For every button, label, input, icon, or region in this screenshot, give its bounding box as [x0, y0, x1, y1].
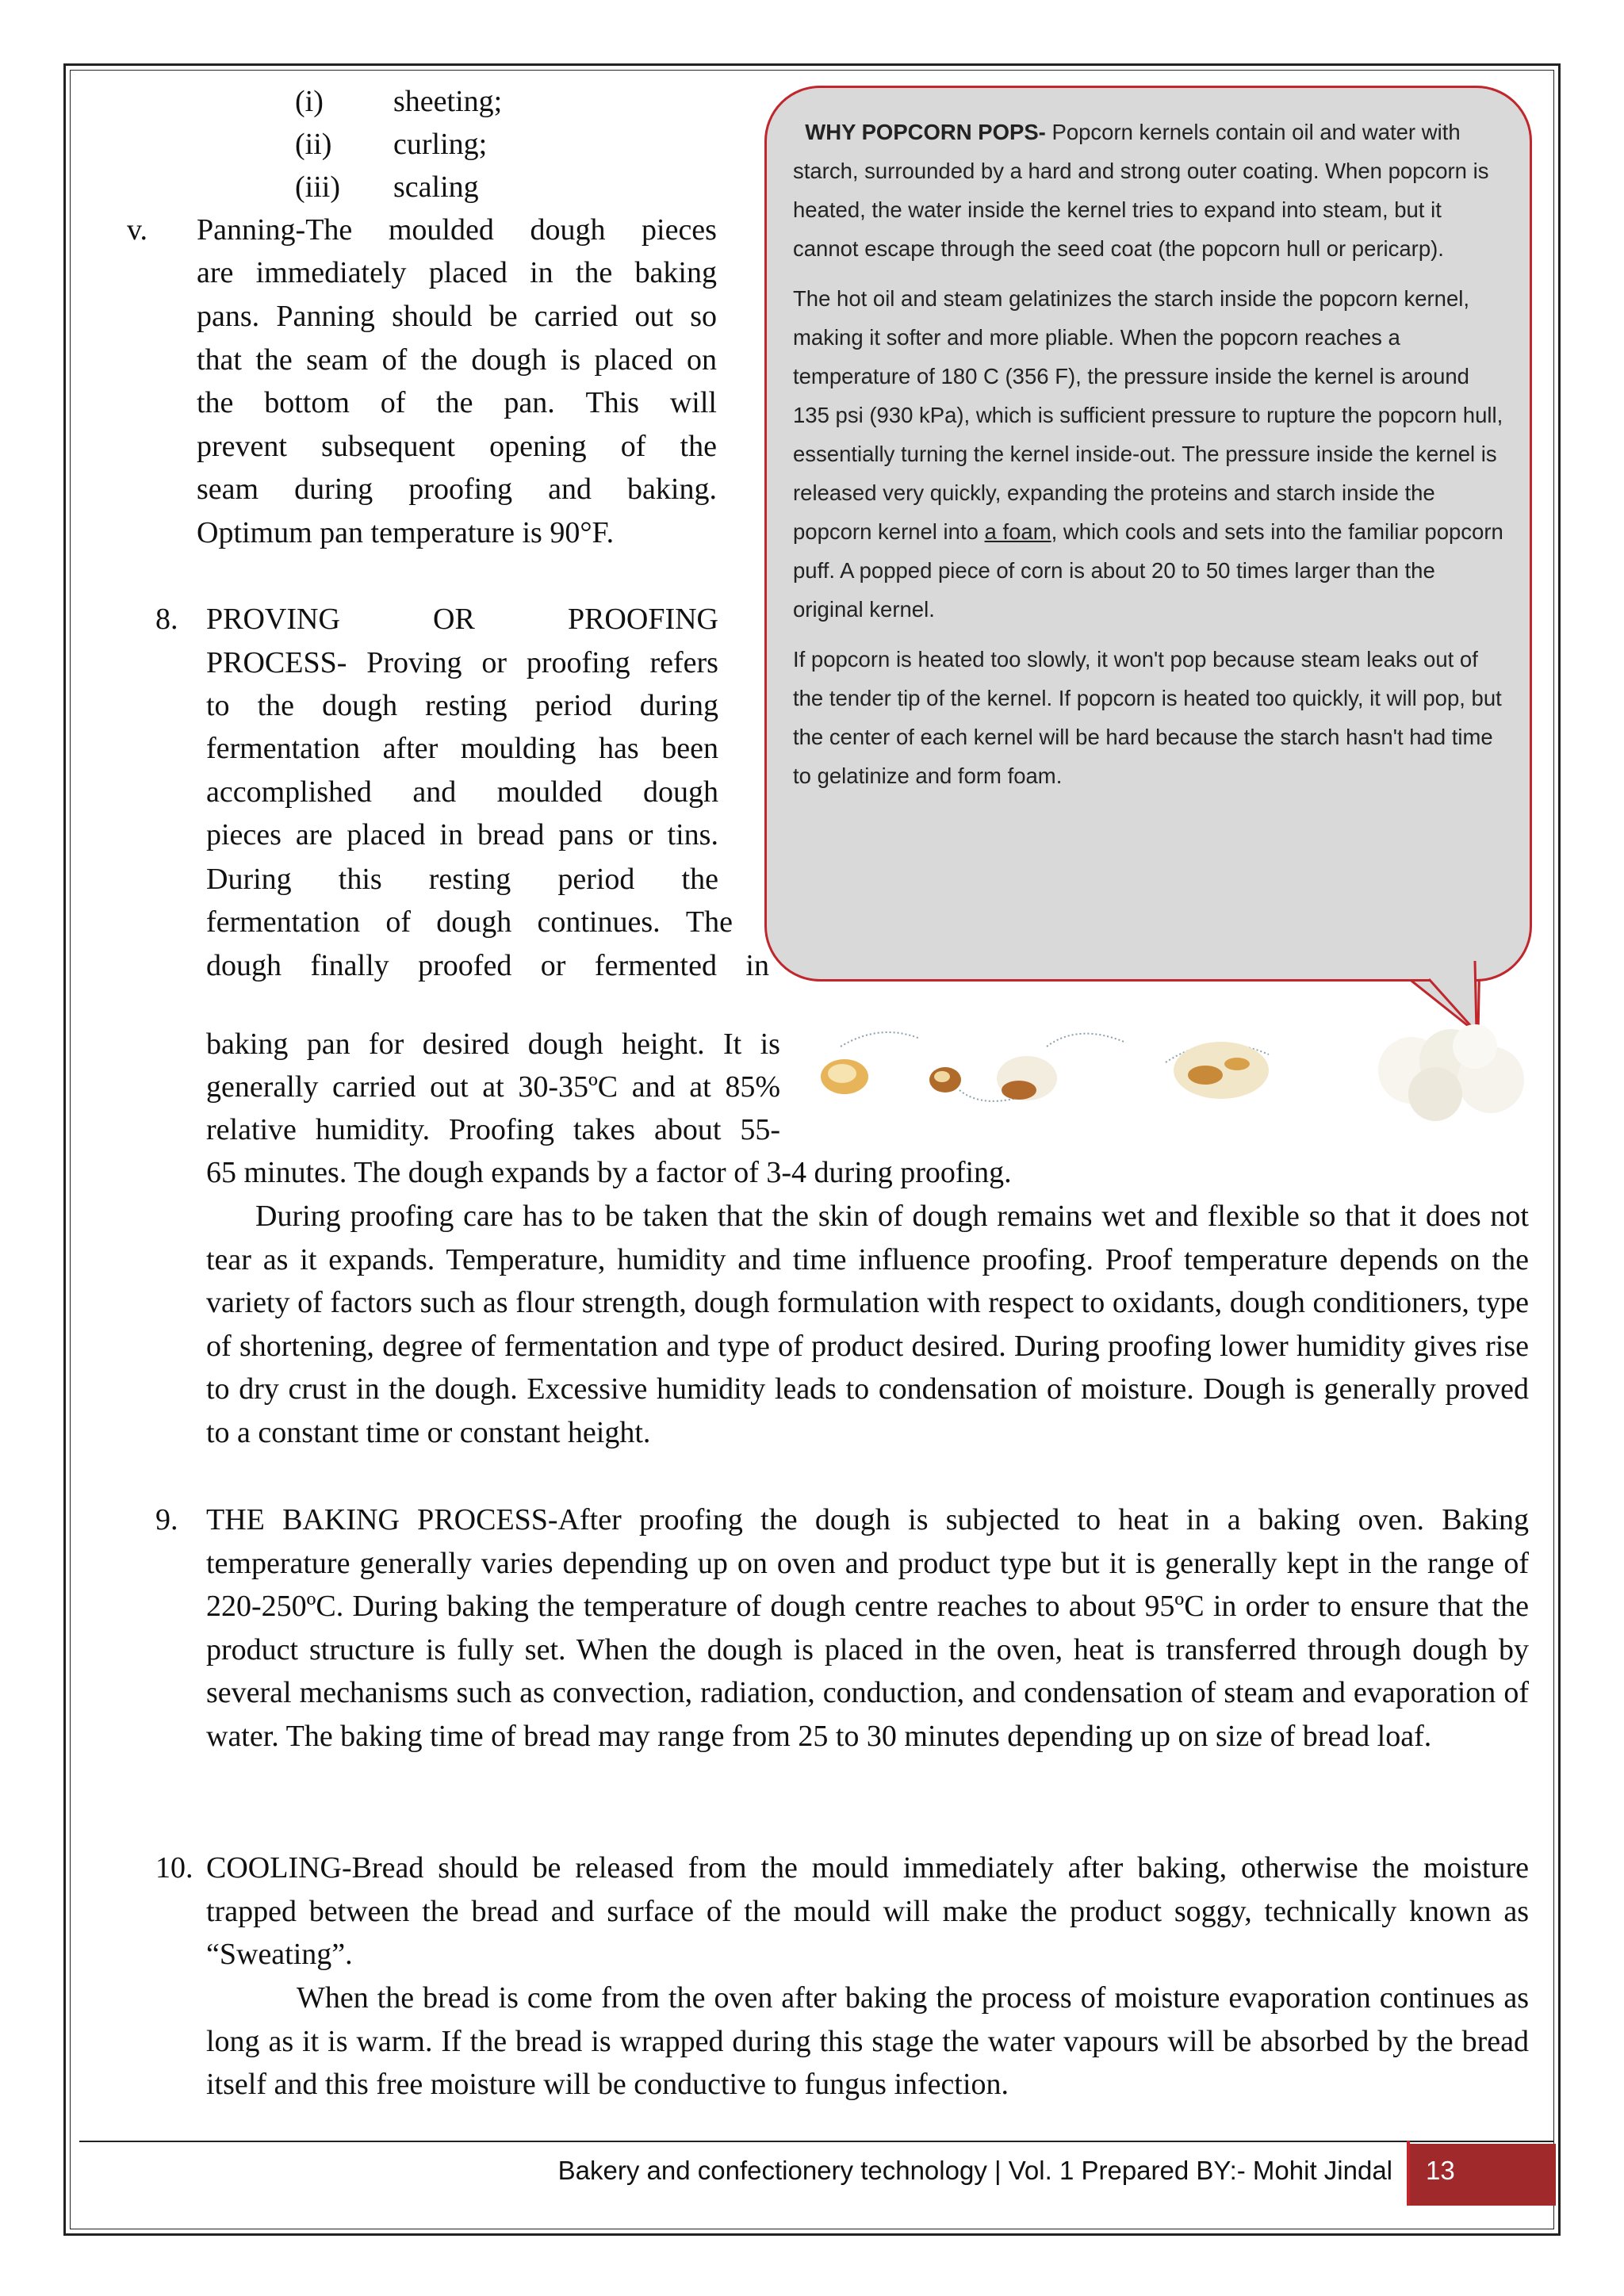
cooling-paragraph-2: When the bread is come from the oven after baking the process of moisture evaporation continues as long as it is warm. If the bread is wrapped during this stage the water vapours will be absorbed by the bread itself and this free moisture will be conductive to fungus infection. — [206, 1981, 1529, 2102]
callout-paragraph-text: Popcorn kernels contain oil and water with starch, surrounded by a hard and strong outer coating. When popcorn is heated, the water inside the kernel tries to expand into steam, but it cannot escape through the seed coat (the popcorn hull or pericarp). — [793, 120, 1489, 261]
footer-rule — [79, 2141, 1554, 2142]
sublist-item: scaling — [393, 170, 479, 204]
baking-paragraph: THE BAKING PROCESS-After proofing the dough is subjected to heat in a baking oven. Baking temperature generally varies depending up on oven and product type but it is generally kept in the range of 220-250ºC. During baking the temperature of dough centre reaches to about 95ºC in order to ensure that the product structure is fully set. When the dough is placed in the oven, heat is transferred through dough by several mechanisms such as convection, radiation, conduction, and condensation of steam and evaporation of water. The baking time of bread may range from 25 to 30 minutes depending up on size of bread loaf. — [206, 1503, 1529, 1753]
proving-line: generally carried out at 30-35ºC and at 85% — [206, 1070, 780, 1104]
sublist-marker: (iii) — [295, 170, 340, 204]
panning-line: that the seam of the dough is placed on — [197, 343, 717, 377]
popcorn-stages-illustration — [801, 1015, 1538, 1134]
proving-line: PROVING OR PROOFING — [206, 603, 718, 636]
kernel-opening-icon — [997, 1056, 1057, 1100]
sublist-marker: (ii) — [295, 128, 332, 161]
cooling-paragraph: COOLING-Bread should be released from the mould immediately after baking, otherwise the moisture trapped between the bread and surface of the mould will make the product soggy, technically known as “Sweating”. — [206, 1851, 1529, 1972]
proving-line: fermentation after moulding has been — [206, 732, 718, 765]
panning-line: pans. Panning should be carried out so — [197, 300, 717, 333]
sublist-item: curling; — [393, 128, 488, 161]
list-marker: 8. — [155, 603, 178, 636]
callout-foam-link: a foam — [984, 519, 1051, 544]
list-marker: 10. — [155, 1851, 193, 1885]
callout-paragraph — [793, 279, 1507, 629]
proving-paragraph: During proofing care has to be taken that the skin of dough remains wet and flexible so that it does not tear as it expands. Temperature, humidity and time influence proofing. Proof temperature depends on the variety of factors such as flour strength, dough formulation with respect to oxidants, dough conditioners, type of shortening, degree of fermentation and type of product desired. During proofing lower humidity gives rise to dry crust in the dough. Excessive humidity leads to condensation of moisture. Dough is generally proved to a constant time or constant height. — [206, 1200, 1529, 1449]
list-marker: 9. — [155, 1503, 178, 1536]
proving-line: During this resting period the — [206, 863, 718, 896]
panning-line: the bottom of the pan. This will — [197, 386, 717, 419]
proving-line: relative humidity. Proofing takes about 55- — [206, 1113, 780, 1146]
proving-line: pieces are placed in bread pans or tins. — [206, 818, 718, 851]
callout-heading: WHY POPCORN POPS- — [805, 120, 1046, 144]
footer-text: Bakery and confectionery technology | Vol. 1 Prepared BY:- Mohit Jindal — [557, 2156, 1392, 2185]
kernel-popping-icon — [1174, 1042, 1269, 1099]
panning-line: Panning-The moulded dough pieces — [197, 213, 717, 247]
panning-line: Optimum pan temperature is 90°F. — [197, 516, 615, 549]
kernel-icon — [821, 1059, 868, 1094]
panning-line: prevent subsequent opening of the — [197, 430, 717, 463]
callout-text — [793, 113, 1507, 806]
proving-line: baking pan for desired dough height. It is — [206, 1027, 780, 1061]
popcorn-callout — [764, 86, 1532, 1037]
proving-line: dough finally proofed or fermented in — [206, 949, 769, 982]
proving-line: accomplished and moulded dough — [206, 775, 718, 809]
list-marker: v. — [127, 213, 148, 247]
panning-line: are immediately placed in the baking — [197, 256, 717, 289]
proving-line: fermentation of dough continues. The — [206, 905, 733, 939]
popped-popcorn-icon — [1378, 1024, 1524, 1121]
proving-line: 65 minutes. The dough expands by a factor of 3-4 during proofing. — [206, 1156, 1012, 1189]
proving-line: to the dough resting period during — [206, 689, 718, 722]
kernel-heating-icon — [929, 1067, 961, 1093]
callout-paragraph — [793, 113, 1507, 268]
panning-line: seam during proofing and baking. — [197, 473, 717, 506]
proving-line: PROCESS- Proving or proofing refers — [206, 646, 718, 679]
sublist-marker: (i) — [295, 85, 324, 118]
callout-paragraph: If popcorn is heated too slowly, it won't pop because steam leaks out of the tender tip of the kernel. If popcorn is heated too quickly, it will pop, but the center of each kernel will be hard because the starch hasn't had time to gelatinize and form foam. — [793, 647, 1502, 788]
callout-paragraph-text: The hot oil and steam gelatinizes the starch inside the popcorn kernel, making it softer and more pliable. When the popcorn reaches a temperature of 180 C (356 F), the pressure inside the kernel is around 135 psi (930 kPa), which is sufficient pressure to rupture the popcorn hull, essentially turning the kernel inside-out. The pressure inside the kernel is released very quickly, expanding the proteins and starch inside the popcorn kernel into — [793, 286, 1503, 544]
sublist-item: sheeting; — [393, 85, 503, 118]
page-number: 13 — [1426, 2156, 1455, 2185]
callout-paragraph-text: , which cools and sets into the familiar popcorn puff. A popped piece of corn is about 20 to 50 times larger than the original kernel. — [793, 519, 1503, 622]
